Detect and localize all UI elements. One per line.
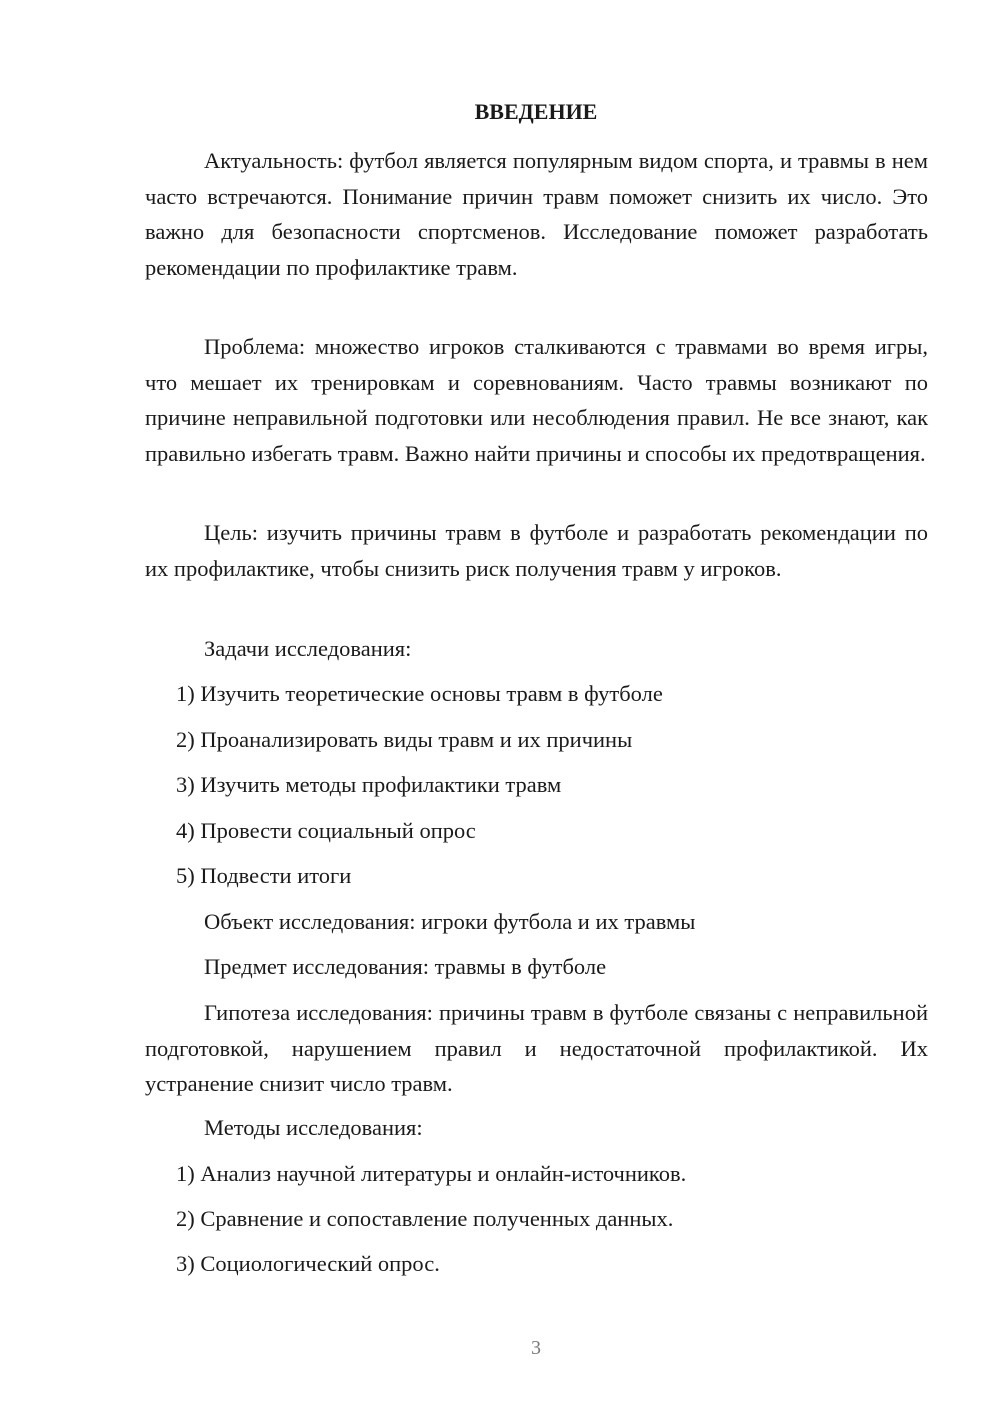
task-item: 4) Провести социальный опрос bbox=[176, 818, 476, 843]
task-item: 2) Проанализировать виды травм и их причины bbox=[176, 727, 633, 752]
problem-paragraph: Проблема: множество игроков сталкиваются с травмами во время игры, что мешает их тренировкам и соревнованиям. Часто травмы возникают по причине неправильной подготовки или несоблюдения правил. Не все знают, как правильно избегать травм. Важно найти причины и способы их предотвращения. bbox=[145, 334, 928, 466]
relevance-paragraph: Актуальность: футбол является популярным видом спорта, и травмы в нем часто встречаются. Понимание причин травм поможет снизить их число. Это важно для безопасности спортсменов. Исследование поможет разработать рекомендации по профилактике травм. bbox=[145, 148, 928, 280]
task-item: 5) Подвести итоги bbox=[176, 863, 352, 888]
task-item: 3) Изучить методы профилактики травм bbox=[176, 772, 562, 797]
research-object: Объект исследования: игроки футбола и их травмы bbox=[204, 909, 696, 934]
method-item: 3) Социологический опрос. bbox=[176, 1251, 440, 1276]
section-heading: ВВЕДЕНИЕ bbox=[474, 99, 598, 124]
page-number: 3 bbox=[531, 1337, 541, 1359]
hypothesis-paragraph: Гипотеза исследования: причины травм в футболе связаны с неправильной подготовкой, нарушением правил и недостаточной профилактикой. Их устранение снизит число травм. bbox=[145, 1000, 928, 1096]
research-subject: Предмет исследования: травмы в футболе bbox=[204, 954, 607, 979]
goal-paragraph: Цель: изучить причины травм в футболе и разработать рекомендации по их профилактике, чтобы снизить риск получения травм у игроков. bbox=[145, 520, 928, 581]
methods-heading: Методы исследования: bbox=[204, 1115, 423, 1140]
method-item: 2) Сравнение и сопоставление полученных данных. bbox=[176, 1206, 674, 1231]
method-item: 1) Анализ научной литературы и онлайн-источников. bbox=[176, 1161, 687, 1186]
task-item: 1) Изучить теоретические основы травм в футболе bbox=[176, 681, 663, 706]
tasks-heading: Задачи исследования: bbox=[204, 636, 412, 661]
